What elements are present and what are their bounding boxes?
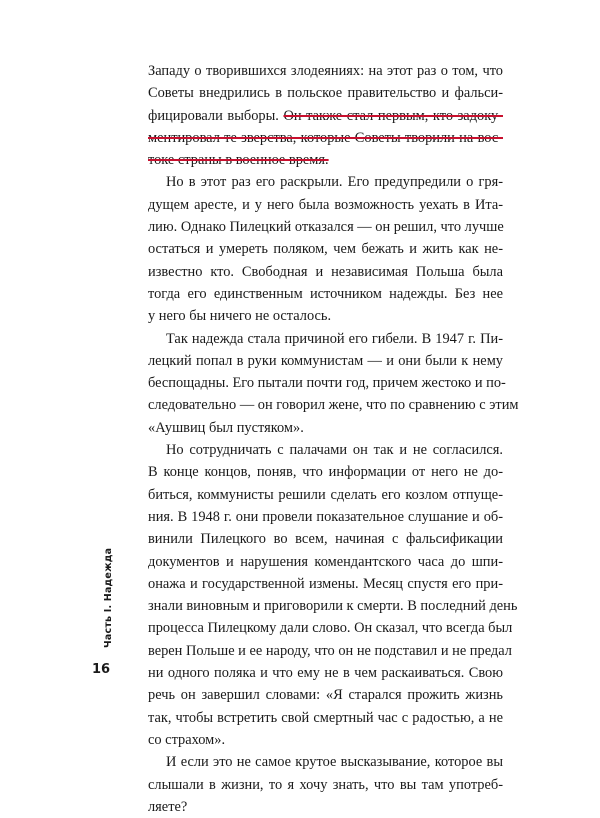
line-text: тогда его единственным источником надежды. Без нее (148, 285, 503, 302)
text-line (148, 439, 503, 461)
line-text: у него бы ничего не осталось. (148, 308, 332, 325)
line-text: верен Польше и ее народу, что он не подставил и не предал (148, 642, 512, 659)
line-text: известно кто. Свободная и независимая Польша была (148, 263, 503, 280)
line-text: ния. В 1948 г. они провели показательное слушание и об- (148, 508, 503, 525)
line-text: Но в этот раз его раскрыли. Его предупредили о гря- (166, 174, 503, 191)
line-text: речь он завершил словами: «Я старался прожить жизнь (148, 687, 503, 704)
text-line (148, 216, 503, 238)
text-line (148, 261, 503, 283)
line-text: процесса Пилецкому дали слово. Он сказал, что всегда был (148, 620, 513, 637)
body-text (148, 60, 519, 818)
text-line (148, 551, 503, 573)
text-line (148, 617, 513, 639)
text-line (148, 350, 503, 372)
struck-text: токе страны в военное время. (148, 152, 329, 169)
text-line (148, 684, 503, 706)
line-text: остаться и умереть поляком, чем бежать и жить как не- (148, 241, 503, 258)
text-line (148, 506, 503, 528)
line-text: «Аушвиц был пустяком». (148, 419, 304, 436)
text-line (148, 774, 503, 796)
text-line (148, 484, 503, 506)
line-text: И если это не самое крутое высказывание, которое вы (166, 754, 503, 771)
text-line (148, 105, 503, 127)
struck-text: ментировал те зверства, которые Советы творили на вос- (148, 129, 503, 146)
text-line (148, 461, 503, 483)
line-text: Советы внедрились в польское правительство и фальси- (148, 85, 503, 102)
text-line (148, 751, 503, 773)
line-text: следовательно — он говорил жене, что по сравнению с этим (148, 397, 519, 414)
struck-text: Он также стал первым, кто задоку- (283, 107, 503, 124)
line-text: Но сотрудничать с палачами он так и не согласился. (166, 442, 503, 459)
text-line (148, 127, 503, 149)
text-line (148, 640, 512, 662)
line-text: со страхом». (148, 731, 226, 748)
text-line (148, 796, 503, 818)
text-line (148, 528, 503, 550)
line-text: ляете? (148, 798, 188, 815)
page-number: 16 (92, 662, 111, 677)
text-line (148, 283, 503, 305)
text-line (148, 305, 503, 327)
line-text: онажа и государственной измены. Месяц спустя его при- (148, 575, 503, 592)
text-line (148, 328, 503, 350)
text-line (148, 662, 503, 684)
line-text: беспощадны. Его пытали почти год, причем жестоко и по- (148, 375, 506, 392)
text-line (148, 194, 503, 216)
line-text: документов и нарушения комендантского часа до шпи- (148, 553, 503, 570)
line-text: лецкий попал в руки коммунистам — и они были к нему (148, 352, 503, 369)
text-line (148, 238, 503, 260)
text-line (148, 82, 503, 104)
text-line (148, 417, 503, 439)
running-head: Часть I. Надежда (103, 547, 114, 648)
text-line (148, 171, 503, 193)
text-line (148, 595, 518, 617)
line-text: ни одного поляка и что ему не в чем раскаиваться. Свою (148, 665, 503, 682)
line-text: так, чтобы встретить свой смертный час с радостью, а не (148, 709, 503, 726)
text-line (148, 149, 503, 171)
line-text: Западу о творившихся злодеяниях: на этот раз о том, что (148, 63, 503, 79)
line-text: слышали в жизни, то я хочу знать, что вы там употреб- (148, 776, 503, 793)
text-line (148, 573, 503, 595)
line-text: биться, коммунисты решили сделать его козлом отпуще- (148, 486, 503, 503)
line-text: В конце концов, поняв, что информации от него не до- (148, 464, 503, 481)
line-text: знали виновным и приговорили к смерти. В последний день (148, 598, 518, 615)
line-text: лию. Однако Пилецкий отказался — он решил, что лучше (148, 219, 504, 236)
text-line (148, 372, 506, 394)
text-line (148, 394, 519, 416)
line-text: винили Пилецкого во всем, начиная с фальсификации (148, 531, 503, 548)
line-text: дущем аресте, и у него была возможность уехать в Ита- (148, 196, 503, 213)
line-text: Так надежда стала причиной его гибели. В 1947 г. Пи- (166, 330, 503, 347)
text-line (148, 707, 503, 729)
text-line (148, 729, 503, 751)
line-text: фицировали выборы. (148, 107, 279, 124)
text-line (148, 60, 503, 82)
